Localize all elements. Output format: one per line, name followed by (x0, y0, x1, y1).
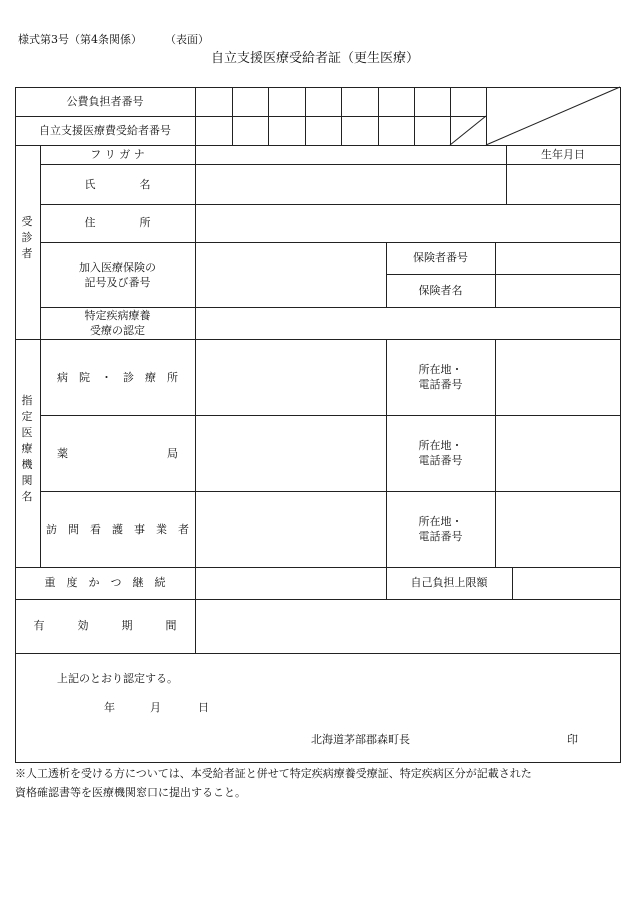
rule-severe-bottom (15, 599, 621, 600)
table-border-right (620, 87, 621, 763)
home-nursing-label: 訪 問 看 護 事 業 者 (46, 523, 189, 536)
pharmacy-label-left: 薬 (57, 447, 68, 460)
pharmacy-label-right: 局 (167, 447, 178, 460)
certification-day: 日 (198, 701, 209, 714)
validity-label: 有 効 期 間 (33, 619, 177, 632)
specific-disease-label-line2: 受療の認定 (90, 324, 145, 337)
rule-digit-1 (232, 87, 233, 145)
pharmacy-location-line1: 所在地・ (418, 439, 463, 452)
home-nursing-location-line2: 電話番号 (418, 530, 463, 543)
rule-recipient-bottom (15, 145, 621, 146)
certification-month: 月 (150, 701, 161, 714)
rule-digit-6 (414, 87, 415, 145)
hospital-location-line1: 所在地・ (418, 363, 463, 376)
institution-section-label: 指定医療機関名 (21, 394, 33, 503)
rule-copay-value (512, 567, 513, 599)
rule-hospital-bottom (40, 415, 621, 416)
table-border-left (15, 87, 16, 763)
rule-digit-2 (268, 87, 269, 145)
rule-label-column-right (195, 87, 196, 653)
form-title: 自立支援医療受給者証（更生医療） (210, 51, 419, 66)
rule-institution-bottom (15, 567, 621, 568)
hospital-label: 病 院 ・ 診 療 所 (57, 371, 178, 384)
form-side-label: （表面） (165, 33, 209, 46)
footnote-line1: ※人工透析を受ける方については、本受給者証と併せて特定疾病療養受療証、特定疾病区分が記載された (15, 767, 532, 780)
rule-digit-7 (450, 87, 451, 145)
insurance-label-line2: 記号及び番号 (84, 276, 151, 289)
name-label: 氏 名 (84, 178, 151, 191)
copay-limit-label: 自己負担上限額 (410, 576, 488, 589)
table-border-top (15, 87, 621, 88)
rule-location-value (495, 339, 496, 567)
table-border-bottom (15, 762, 621, 763)
specific-disease-label-line1: 特定疾病療養 (84, 309, 151, 322)
rule-digit-4 (341, 87, 342, 145)
rule-address-bottom (40, 242, 621, 243)
rule-validity-bottom (15, 653, 621, 654)
address-label: 住 所 (84, 216, 151, 229)
certification-year: 年 (104, 701, 115, 714)
home-nursing-location-line1: 所在地・ (418, 515, 463, 528)
form-number: 様式第3号（第4条関係） (18, 33, 142, 46)
certification-issuer: 北海道茅部郡森町長 (311, 733, 410, 746)
footnote-line2: 資格確認書等を医療機関窓口に提出すること。 (15, 786, 246, 799)
rule-patient-bottom (15, 339, 621, 340)
payer-number-label: 公費負担者番号 (66, 95, 144, 108)
insurer-name-label: 保険者名 (418, 284, 463, 297)
insurance-label-line1: 加入医療保険の (79, 261, 156, 274)
rule-insurer-mid (386, 274, 621, 275)
birth-date-label: 生年月日 (541, 148, 585, 161)
rule-pharmacy-bottom (40, 491, 621, 492)
furigana-label: フ リ ガ ナ (90, 148, 145, 161)
severe-continuation-label: 重 度 か つ 継 続 (44, 576, 166, 589)
recipient-number-label: 自立支援医療費受給者番号 (39, 124, 171, 137)
certification-seal: 印 (567, 733, 578, 746)
rule-digit-3 (305, 87, 306, 145)
diagonal-digit-strike (450, 116, 486, 145)
insured-number-label: 保険者番号 (413, 251, 468, 264)
rule-name-bottom (40, 204, 621, 205)
rule-digit-5 (378, 87, 379, 145)
rule-digit-8 (486, 87, 487, 145)
rule-payer-bottom (15, 116, 487, 117)
rule-insurance-bottom (40, 307, 621, 308)
diagonal-blank-strike (486, 87, 620, 145)
rule-insurer-value (495, 242, 496, 307)
certification-statement: 上記のとおり認定する。 (57, 672, 178, 685)
hospital-location-line2: 電話番号 (418, 378, 463, 391)
pharmacy-location-line2: 電話番号 (418, 454, 463, 467)
patient-section-label: 受診者 (21, 215, 33, 260)
rule-furigana-bottom (40, 164, 621, 165)
